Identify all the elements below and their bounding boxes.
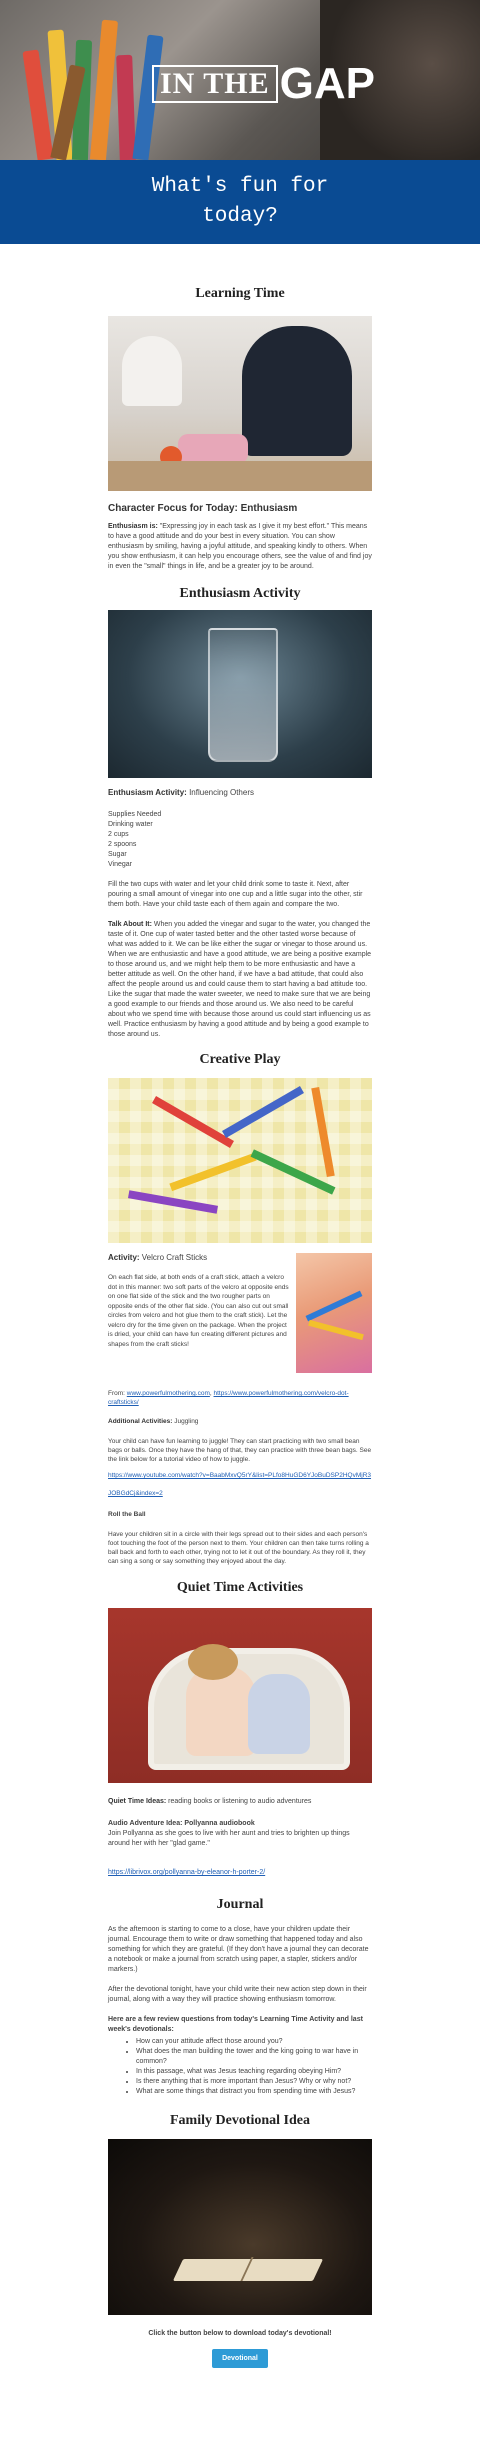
supply-item: Drinking water [108,821,153,828]
devotional-button-wrap [108,2347,372,2368]
water-glass-photo [108,610,372,778]
character-focus-title: Character Focus for Today: Enthusiasm [108,503,298,514]
supply-item: Sugar [108,851,127,858]
craft-stick-graphic [306,1291,363,1322]
velcro-label: Activity: [108,1253,140,1262]
learning-photo [108,316,372,491]
pencil-graphic [22,49,53,160]
journal-heading: Journal [216,1897,264,1912]
logo-in-text: IN THE [152,65,278,103]
creative-heading: Creative Play [199,1052,281,1067]
child-graphic [186,1666,256,1756]
additional-label: Additional Activities: [108,1418,173,1425]
juggling-text: Your child can have fun learning to juggle! They can start practicing with two small bean bags or balls. Once they have the hang of that, they can practice with three bean bags. See the link below for a tutorial video of how to juggle. [108,1438,372,1463]
talk-label: Talk About It: [108,921,152,928]
additional-name: Juggling [172,1418,199,1425]
source-separator: , [209,1390,214,1397]
pollyanna-link[interactable]: https://librivox.org/pollyanna-by-eleanor-h-porter-2/ [108,1869,266,1876]
devotional-cta-text: Click the button below to download today's devotional! [148,2330,332,2337]
audio-link-line [108,1861,372,1879]
pencil-case-graphic [178,434,248,464]
talk-text: When you added the vinegar and sugar to the water, you changed the taste of it. One cup of water tasted better and the other tasted worse because of what was added to it. We can be like either the sugar or vinegar to those around us. When we are enthusiastic and have a good attitude, we are being a positive example to those around us, and we might help them to be more enthusiastic and have a better attitude as well. On the other hand, if we have a bad attitude, that could also affect the people around us and could cause them to start having a bad attitude too. Like the sugar that made the water sweeter, we need to make sure that we are being a good example to our friends and those around us. We also need to be careful about who we spend time with because those around us could start influencing us as well. Practice enthusiasm by having a good attitude and by being a good example to those around us. [108,921,372,1038]
review-question: • How can your attitude affect those around you? [136,2037,372,2047]
devotional-button[interactable]: Devotional [212,2349,268,2368]
enthusiasm-paragraph [108,522,372,572]
activity-heading: Enthusiasm Activity [179,586,301,601]
journal-paragraph-2: After the devotional tonight, have your child write their new action step down in their journal, along with a way they will practice showing enthusiasm tomorrow. [108,1986,367,2003]
talk-about-it-paragraph [108,920,372,1040]
activity-name: Influencing Others [186,788,254,797]
glass-graphic [208,628,278,762]
bible-photo [108,2139,372,2315]
pencil-graphic [90,20,118,160]
enthusiasm-label: Enthusiasm is: [108,523,158,530]
roll-ball-text: Have your children sit in a circle with their legs spread out to their sides and each person's foot touching the foot of the person next to them. Your children can then take turns rolling a ball back and forth to each other, trying not to let it out of the boundary. As they roll it, they can sing a song or say something they enjoyed about the day. [108,1531,369,1565]
supplies-title: Supplies Needed [108,811,162,818]
velcro-text: On each flat side, at both ends of a craft stick, attach a velcro dot in this manner: two soft parts of the velcro at opposite ends on one flat side of the stick and the two rougher parts on opposite ends of the other flat side. (You can also cut out small circles from velcro and hot glue them to the craft stick). Let the velcro dry for the time given on the package. When the project is dried, your child can have fun creating different pictures and shapes from the craft sticks! [108,1274,289,1348]
table-graphic [108,461,372,491]
reading-children-photo [108,1608,372,1783]
review-questions-title: Here are a few review questions from today's Learning Time Activity and last week's devotionals: [108,2016,363,2033]
quiet-ideas-label: Quiet Time Ideas: [108,1798,167,1805]
devotional-heading: Family Devotional Idea [170,2113,310,2128]
audio-adventure-title: Audio Adventure Idea: Pollyanna audiobook [108,1820,255,1827]
velcro-activity-block [108,1253,372,1385]
woman-graphic [122,336,182,406]
velcro-hands-photo [296,1253,372,1373]
activity-label: Enthusiasm Activity: [108,788,187,797]
source-link-article[interactable]: https://www.powerfulmothering.com/velcro-dot-craftsticks/ [108,1390,349,1406]
review-question: • Is there anything that is more important than Jesus? Why or why not? [136,2077,372,2087]
activity-steps: Fill the two cups with water and let your child drink some to taste it. Next, after pouring a small amount of vinegar into one cup and a little sugar into the other, stir them both. Have your child taste each of them again and compare the two. [108,881,363,908]
title-banner [0,160,480,244]
velcro-name: Velcro Craft Sticks [139,1253,208,1262]
review-question: • In this passage, what was Jesus teaching regarding obeying Him? [136,2067,372,2077]
quiet-ideas-text: reading books or listening to audio adventures [166,1798,312,1805]
source-label: From: [108,1390,127,1397]
girl-graphic [242,326,352,456]
craft-sticks-photo [108,1078,372,1243]
review-question: • What are some things that distract you from spending time with Jesus? [136,2087,372,2097]
quiet-heading: Quiet Time Activities [176,1580,304,1595]
journal-paragraph-1: As the afternoon is starting to come to a close, have your children update their journal. Encourage them to write or draw something that happened today and also something for which they are grateful. (If they don't have a journal they can decorate a notebook or make a journal from scratch using paper, a stapler, stickers and/or markers.) [108,1926,369,1973]
quiet-ideas-line [108,1797,372,1807]
velcro-title-line [108,1253,293,1263]
pencil-graphic [116,55,136,160]
review-questions-list [108,2037,372,2097]
content-column [108,286,372,2368]
juggling-link-line [108,1464,372,1500]
juggling-video-link[interactable]: https://www.youtube.com/watch?v=BaabMxvQ5rY&list=PLfo8HuGD6YJoBuDSP2HQvMjR3JOBGdCj&index=2 [108,1472,372,1497]
learning-heading: Learning Time [195,286,285,301]
roll-ball-title: Roll the Ball [108,1511,146,1518]
enthusiasm-text: "Expressing joy in each task as I give it my best effort." This means to have a good attitude and do your best in every situation. You can show enthusiasm by smiling, having a joyful attitude, and speaking kindly to others. When you show enthusiasm, it can help you encourage others, see the value of and find joy in even the "small" things in life, and be a greater joy to be around. [108,523,372,570]
supply-item: 2 spoons [108,841,137,848]
audio-adventure-text: Join Pollyanna as she goes to live with her aunt and tries to brighten up things around her with her "glad game." [108,1830,350,1847]
banner-title: What's fun for today? [151,175,329,228]
review-question: • What does the man building the tower and the king going to war have in common? [136,2047,372,2067]
craft-stick-graphic [308,1320,364,1340]
in-the-gap-logo [152,59,376,108]
hair-graphic [188,1644,238,1680]
activity-title-line [108,788,372,798]
velcro-text-column [108,1253,293,1349]
supply-item: 2 cups [108,831,129,838]
additional-activities-line [108,1417,372,1427]
source-line [108,1389,372,1407]
supply-item: Vinegar [108,861,133,868]
source-link-home[interactable]: www.powerfulmothering.com [126,1390,210,1397]
logo-gap-text: GAP [279,59,376,108]
child-graphic [248,1674,310,1754]
hero-image [0,0,480,160]
